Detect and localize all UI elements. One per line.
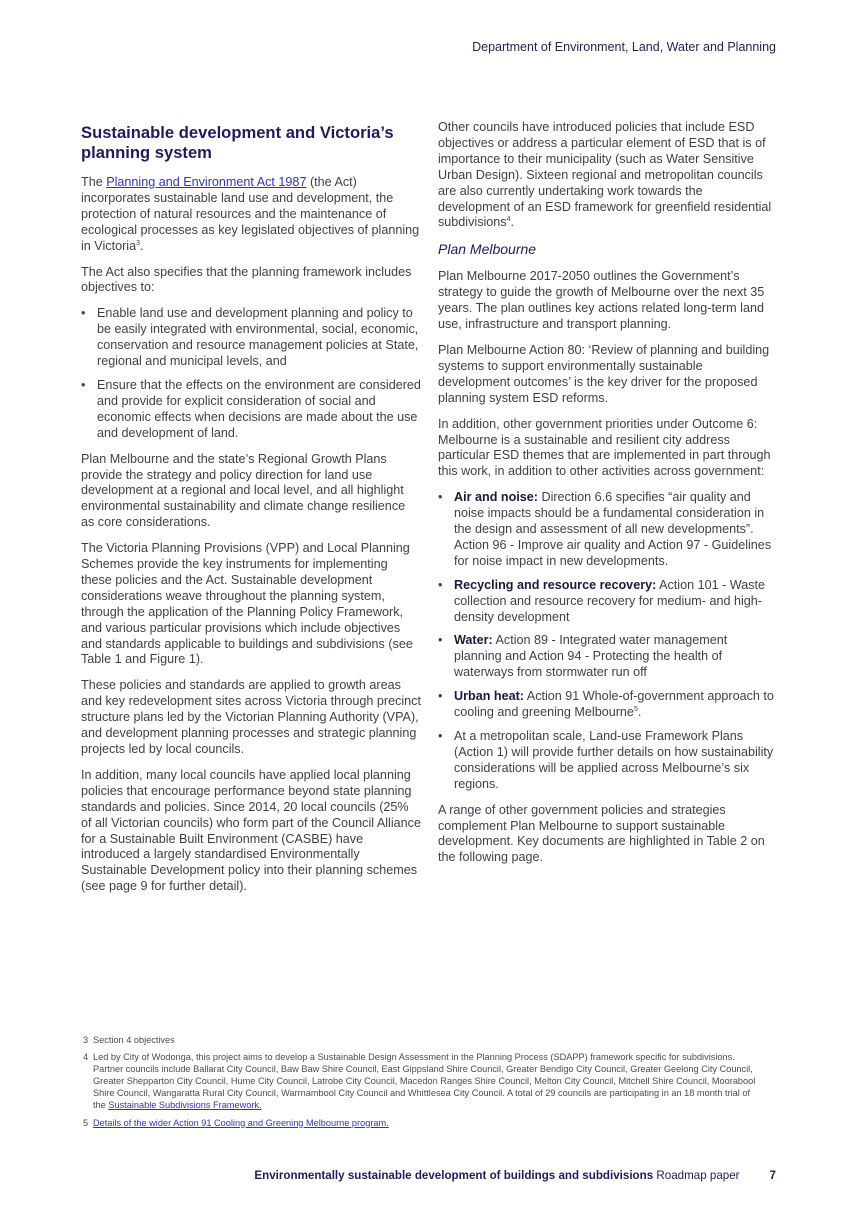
- left-paragraph-5: These policies and standards are applied to growth areas and key redevelopment sites across Victoria through precinct structure plans led by the Victorian Planning Authority (VPA), and development planning processes and strategic planning projects led by local councils.: [81, 678, 421, 756]
- left-paragraph-6: In addition, many local councils have applied local planning policies that encourage performance beyond state planning standards and policies. Since 2014, 20 local councils (25% of all Victorian councils) who form part of the Council Alliance for a Sustainable Built Environment (CASBE) have introduced a largely standardised Environmentally Sustainable Development policy into their planning schemes (see page 9 for further detail).: [81, 767, 421, 894]
- list-item: • Recycling and resource recovery: Action 101 - Waste collection and resource recovery for medium- and high-density development: [438, 577, 766, 624]
- list-item: • Air and noise: Direction 6.6 specifies “air quality and noise impacts should be a fundamental consideration in the design and assessment of all new developments”. Action 96 - Improve air quality and Action 97 - Guidelines for noise impact in new developments.: [438, 490, 772, 568]
- footnotes: [81, 1034, 761, 1134]
- list-item: • Ensure that the effects on the environment are considered and provide for explicit consideration of social and economic effects when decisions are made about the use and development of land.: [81, 377, 421, 440]
- left-paragraph-3: Plan Melbourne and the state’s Regional Growth Plans provide the strategy and policy direction for land use development at a regional and local level, and all highlight environmental sustainability and climate change resilience as core considerations.: [81, 451, 406, 530]
- department-header: Department of Environment, Land, Water and Planning: [472, 40, 776, 54]
- footnote-ref-5: 5: [633, 705, 638, 713]
- footnote-4: 4 Led by City of Wodonga, this project aims to develop a Sustainable Design Assessment in the Planning Process (SDAPP) framework specific for subdivisions. Partner councils include Ballarat City Council, Baw Baw Shire Council, East Gippsland Shire Council, Greater Bendigo City Council, Greater Geelong City Council, Greater Shepparton City Council, Hume City Council, Latrobe City Council, Macedon Ranges Shire Council, Melton City Council, Mitchell Shire Council, Moorabool Shire Council, Wangaratta Rural City Council, Warrnambool City Council and Whittlesea City Council. A total of 29 councils are participating in an 18 month trial of the Sustainable Subdivisions Framework.: [83, 1052, 756, 1111]
- bullet-icon: •: [81, 306, 86, 321]
- right-paragraph-3: Plan Melbourne Action 80: ‘Review of planning and building systems to support environmentally sustainable development outcomes’ is the key driver for the proposed planning system ESD reforms.: [438, 342, 770, 405]
- right-paragraph-4: In addition, other government priorities under Outcome 6: Melbourne is a sustainable and resilient city address particular ESD themes that are implemented in part through this work, in addition to other activities across government:: [438, 416, 771, 479]
- bullet-icon: •: [81, 377, 86, 392]
- plan-melbourne-subheading: Plan Melbourne: [438, 241, 537, 258]
- left-paragraph-2: The Act also specifies that the planning framework includes objectives to:: [81, 264, 412, 295]
- right-paragraph-1: Other councils have introduced policies that include ESD objectives or address a particular element of ESD that is of importance to their municipality (such as Water Sensitive Urban Design). Sixteen regional and metropolitan councils are also currently undertaking work towards the development of an ESD framework for greenfield residential subdivisions$^4$.: [438, 120, 772, 230]
- cooling-greening-link[interactable]: Details of the wider Action 91 Cooling and Greening Melbourne program.: [93, 1117, 389, 1128]
- footnote-5: 5 Details of the wider Action 91 Cooling and Greening Melbourne program.: [83, 1117, 389, 1128]
- list-item: • Urban heat: Action 91 Whole-of-government approach to cooling and greening Melbourne$^5$.: [438, 689, 774, 720]
- right-column: [438, 120, 778, 876]
- bullet-icon: •: [438, 633, 443, 648]
- list-item: • At a metropolitan scale, Land-use Framework Plans (Action 1) will provide further details on how sustainability considerations will be applied across Melbourne’s six regions.: [438, 729, 774, 791]
- priorities-list: [438, 490, 778, 792]
- section-heading: Sustainable development and Victoria’s planning system: [81, 123, 394, 162]
- left-paragraph-4: The Victoria Planning Provisions (VPP) and Local Planning Schemes provide the key instruments for implementing these policies and the Act. Sustainable development considerations weave throughout the planning system, through the application of the Planning Policy Framework, and various particular provisions which include objectives and standards applicable to buildings and subdivisions (see Table 1 and Figure 1).: [81, 541, 413, 667]
- left-column: [81, 120, 421, 905]
- bullet-icon: •: [438, 689, 443, 704]
- sustainable-subdivisions-link[interactable]: Sustainable Subdivisions Framework.: [108, 1100, 262, 1111]
- page-number: 7: [769, 1169, 776, 1182]
- page-footer: [254, 1169, 776, 1182]
- bullet-icon: •: [438, 577, 443, 592]
- planning-act-link[interactable]: Planning and Environment Act 1987: [106, 175, 307, 189]
- bullet-icon: •: [438, 490, 443, 505]
- footer-subtitle: Roadmap paper: [653, 1169, 740, 1182]
- right-paragraph-5: A range of other government policies and strategies complement Plan Melbourne to support sustainable development. Key documents are highlighted in Table 2 on the following page.: [438, 802, 765, 865]
- bullet-icon: •: [438, 729, 443, 743]
- list-item: • Water: Action 89 - Integrated water management planning and Action 94 - Protecting the health of waterways from stormwater run off: [438, 633, 728, 680]
- right-paragraph-2: Plan Melbourne 2017-2050 outlines the Government’s strategy to guide the growth of Melbourne over the next 35 years. The plan outlines key actions related long-term land use, infrastructure and transport planning.: [438, 269, 765, 332]
- footnote-ref-4: 4: [506, 216, 511, 224]
- list-item: • Enable land use and development planning and policy to be easily integrated with environmental, social, economic, conservation and resource management policies at State, regional and municipal levels, and: [81, 306, 419, 369]
- footnote-ref-3: 3: [136, 239, 140, 247]
- left-paragraph-1: The Planning and Environment Act 1987 (the Act) incorporates sustainable land use and development, the protection of natural resources and the maintenance of ecological processes as key legislated objectives of planning in Victoria$^3$.: [81, 175, 420, 253]
- objectives-list: [81, 306, 421, 441]
- footnote-3: 3 Section 4 objectives: [83, 1035, 175, 1045]
- footer-title: Environmentally sustainable development of buildings and subdivisions: [254, 1169, 654, 1182]
